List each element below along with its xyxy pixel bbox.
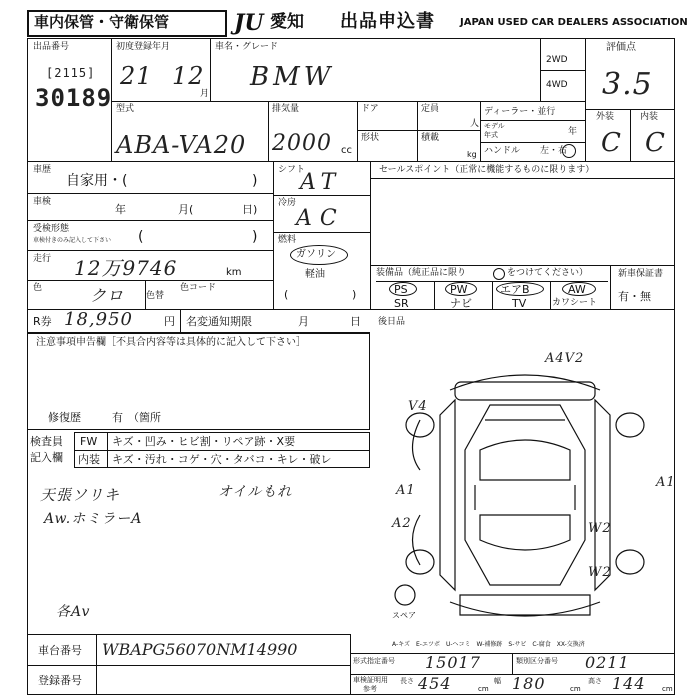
equip-kawaseat: カワシート bbox=[552, 298, 598, 308]
form-title: 出品申込書 bbox=[340, 11, 435, 32]
divider bbox=[27, 220, 273, 221]
color-code: 色コード bbox=[180, 283, 217, 293]
divider bbox=[268, 101, 269, 161]
equip-navi: ナビ bbox=[450, 297, 472, 310]
spec-dealer: ディーラー・並行 bbox=[484, 107, 556, 117]
lot-label: 出品番号 bbox=[33, 42, 70, 52]
width-value: 180 bbox=[512, 674, 546, 693]
displacement-unit: cc bbox=[341, 145, 352, 156]
spec-load-unit: kg bbox=[467, 150, 477, 159]
ac-label: 冷房 bbox=[278, 198, 297, 208]
remark-line-1: 天張ソリキ bbox=[40, 486, 121, 504]
warranty-value: 有・無 bbox=[618, 290, 651, 303]
equip-ps-circle bbox=[389, 282, 417, 296]
name-change-day: 日 bbox=[350, 315, 361, 328]
score-interior-value: C bbox=[645, 128, 666, 158]
header-title: 車内保管・守衛保管 bbox=[34, 13, 170, 31]
shift-value: AT bbox=[300, 170, 342, 195]
handle-circle bbox=[562, 144, 576, 158]
equipment-circle-mark bbox=[493, 268, 505, 280]
chassis-label: 車台番号 bbox=[38, 644, 82, 657]
model-label: 型式 bbox=[116, 104, 135, 114]
equip-airbag-circle bbox=[496, 282, 544, 296]
inspection-year: 年 bbox=[115, 203, 126, 216]
divider bbox=[480, 142, 585, 143]
spare-label: スペア bbox=[392, 611, 416, 620]
equip-sr: SR bbox=[394, 297, 409, 310]
checker-int-label: 内装 bbox=[78, 453, 100, 466]
defects-label: 注意事項申告欄［不具合内容等は具体的に記入して下さい］ bbox=[36, 337, 306, 348]
drive-2wd: 2WD bbox=[546, 55, 568, 65]
score-interior-label: 内装 bbox=[640, 112, 659, 122]
diagram-mark-left-a2: A2 bbox=[392, 516, 412, 531]
color-value: クロ bbox=[90, 286, 125, 305]
model-value: ABA-VA20 bbox=[116, 131, 247, 159]
spec-shape: 形状 bbox=[361, 133, 380, 143]
color-change: 色替 bbox=[146, 291, 165, 301]
divider bbox=[370, 161, 371, 309]
model-spec-value: 15017 bbox=[425, 653, 481, 672]
spec-load: 積載 bbox=[421, 133, 440, 143]
width-label: 幅 bbox=[494, 677, 501, 685]
equip-pw: PW bbox=[450, 283, 468, 296]
class-value: 0211 bbox=[585, 653, 630, 672]
divider bbox=[585, 38, 586, 161]
diagram-mark-right-a1: A1 bbox=[656, 475, 676, 490]
lot-sub-number: [2115] bbox=[46, 66, 96, 80]
length-label: 長さ bbox=[400, 677, 414, 685]
usage-close: ) bbox=[252, 173, 258, 189]
divider bbox=[512, 653, 513, 674]
checker-fw-label: FW bbox=[80, 435, 98, 448]
divider bbox=[357, 101, 358, 161]
mileage-label: 走行 bbox=[33, 254, 52, 264]
acceptance-open: ( bbox=[138, 229, 144, 245]
spec-door: ドア bbox=[361, 104, 379, 114]
divider bbox=[107, 432, 108, 468]
diagram-mark-left-a1: A1 bbox=[396, 483, 416, 498]
divider bbox=[210, 38, 211, 101]
divider bbox=[27, 280, 273, 281]
fuel-diesel: 軽油 bbox=[305, 269, 325, 280]
length-value: 454 bbox=[418, 674, 452, 693]
spec-handle: ハンドル bbox=[484, 146, 521, 156]
divider bbox=[370, 178, 675, 179]
divider bbox=[27, 634, 350, 635]
fuel-gas: ガソリン bbox=[296, 249, 336, 260]
name-change-month: 月 bbox=[298, 315, 309, 328]
score-value: 3.5 bbox=[602, 67, 653, 102]
divider bbox=[610, 265, 611, 309]
registration-month: 12 bbox=[172, 62, 205, 90]
ref-label: 参考 bbox=[363, 685, 377, 693]
length-unit: cm bbox=[478, 685, 489, 693]
remark-line-3: オイルもれ bbox=[218, 484, 293, 500]
spec-capacity: 定員 bbox=[421, 104, 440, 114]
score-label: 評価点 bbox=[606, 42, 636, 53]
divider bbox=[273, 161, 274, 309]
displacement-label: 排気量 bbox=[272, 104, 300, 114]
shift-label: シフト bbox=[278, 165, 306, 175]
spec-model-year-1: モデル bbox=[484, 122, 505, 130]
org-name: 愛知 bbox=[270, 12, 304, 32]
warranty-label: 新車保証書 bbox=[618, 269, 664, 279]
acceptance-note: 車検付きのみ記入して下さい bbox=[33, 237, 112, 244]
equip-pw-circle bbox=[445, 282, 477, 296]
lot-number: 30189 bbox=[35, 84, 113, 112]
chassis-value: WBAPG56070NM14990 bbox=[102, 640, 298, 659]
repair-has: 有 bbox=[112, 411, 123, 424]
divider bbox=[74, 450, 370, 451]
diagram-mark-right-w2a: W2 bbox=[588, 521, 612, 536]
displacement-value: 2000 bbox=[272, 131, 332, 156]
width-unit: cm bbox=[570, 685, 581, 693]
divider bbox=[273, 195, 370, 196]
divider bbox=[492, 281, 493, 309]
divider bbox=[417, 101, 418, 161]
inspection-label: 車検 bbox=[33, 197, 52, 207]
remark-line-4: 各Av bbox=[56, 604, 91, 620]
checker-label-2: 記入欄 bbox=[30, 451, 63, 464]
divider bbox=[111, 101, 585, 102]
spec-handle-opts: 左・右 bbox=[540, 146, 568, 156]
divider bbox=[630, 109, 631, 161]
association-name: JAPAN USED CAR DEALERS ASSOCIATION bbox=[460, 17, 688, 28]
car-diagram bbox=[380, 340, 670, 630]
fuel-close: ) bbox=[352, 288, 357, 301]
divider bbox=[27, 665, 350, 666]
divider bbox=[357, 130, 480, 131]
damage-legend: A-キズ E-エツボ U-ヘコミ W-補修跡 S-サビ C-腐食 XX-交換済 bbox=[392, 641, 585, 648]
divider bbox=[480, 101, 481, 161]
reg-number-label: 登録番号 bbox=[38, 674, 82, 687]
recycle-value: 18,950 bbox=[64, 309, 133, 330]
mileage-unit: km bbox=[226, 267, 242, 278]
notes-label: 後日品 bbox=[378, 317, 406, 327]
equip-aw: AW bbox=[568, 283, 586, 296]
height-value: 144 bbox=[612, 674, 646, 693]
score-exterior-label: 外装 bbox=[596, 112, 615, 122]
repair-place: （箇所 bbox=[128, 411, 161, 424]
car-name-label: 車名・グレード bbox=[215, 42, 279, 52]
divider bbox=[27, 161, 675, 162]
equip-ps: PS bbox=[394, 283, 408, 296]
color-label: 色 bbox=[33, 283, 43, 293]
divider bbox=[370, 265, 675, 266]
ac-value: AC bbox=[296, 206, 345, 231]
height-label: 高さ bbox=[588, 677, 602, 685]
usage-value: 自家用・( bbox=[66, 173, 128, 189]
divider bbox=[350, 634, 351, 695]
repair-label: 修復歴 bbox=[48, 411, 81, 424]
checker-label-1: 検査員 bbox=[30, 435, 63, 448]
spec-capacity-unit: 人 bbox=[470, 119, 480, 129]
divider bbox=[273, 232, 370, 233]
class-label: 類別区分番号 bbox=[516, 657, 558, 665]
equip-tv: TV bbox=[512, 297, 527, 310]
drive-4wd: 4WD bbox=[546, 80, 568, 90]
spec-model-year-2: 年式 bbox=[484, 131, 498, 139]
ju-logo: JU bbox=[234, 10, 264, 36]
recycle-label: R券 bbox=[33, 315, 52, 328]
divider bbox=[96, 634, 97, 695]
checker-int-text: キズ・汚れ・コゲ・穴・タバコ・キレ・破レ bbox=[112, 453, 332, 466]
registration-year: 21 bbox=[120, 62, 153, 90]
divider bbox=[540, 70, 585, 71]
remark-line-2: Aw.ホミラーA bbox=[44, 511, 143, 527]
checker-fw-text: キズ・凹み・ヒビ割・リペア跡・X要 bbox=[112, 435, 296, 448]
sales-point-label: セールスポイント（正常に機能するものに限ります） bbox=[379, 165, 595, 175]
height-unit: cm bbox=[662, 685, 673, 693]
fuel-gas-circle bbox=[290, 245, 348, 265]
fuel-label: 燃料 bbox=[278, 235, 297, 245]
acceptance-close: ) bbox=[252, 229, 258, 245]
diagram-mark-top: A4V2 bbox=[545, 351, 585, 366]
car-name-value: BMW bbox=[250, 62, 335, 92]
divider bbox=[434, 281, 435, 309]
spec-year-unit: 年 bbox=[568, 127, 578, 137]
divider bbox=[550, 281, 551, 309]
diagram-mark-right-w2b: W2 bbox=[588, 565, 612, 580]
acceptance-label: 受検形態 bbox=[33, 224, 70, 234]
diagram-mark-left-top: V4 bbox=[408, 399, 428, 414]
usage-label: 車歴 bbox=[33, 165, 52, 175]
registration-label: 初度登録年月 bbox=[116, 42, 171, 52]
equipment-label-2: をつけてください） bbox=[507, 268, 589, 278]
score-exterior-value: C bbox=[601, 128, 622, 158]
inspection-day: 日) bbox=[242, 203, 258, 216]
divider bbox=[27, 193, 273, 194]
divider bbox=[180, 309, 181, 332]
equipment-label: 装備品（純正品に限り bbox=[376, 268, 467, 278]
registration-month-unit: 月 bbox=[200, 89, 210, 99]
name-change-label: 名変通知期限 bbox=[186, 315, 252, 328]
recycle-unit: 円 bbox=[164, 315, 175, 328]
inspection-month: 月( bbox=[178, 203, 194, 216]
divider bbox=[480, 120, 585, 121]
fuel-open: ( bbox=[284, 288, 289, 301]
divider bbox=[27, 250, 273, 251]
model-spec-label: 形式指定番号 bbox=[353, 657, 395, 665]
equip-airbag: エアB bbox=[500, 283, 530, 296]
equip-aw-circle bbox=[562, 282, 596, 296]
cert-label: 車検証明用 bbox=[353, 676, 388, 684]
mileage-value: 12万9746 bbox=[74, 256, 178, 280]
